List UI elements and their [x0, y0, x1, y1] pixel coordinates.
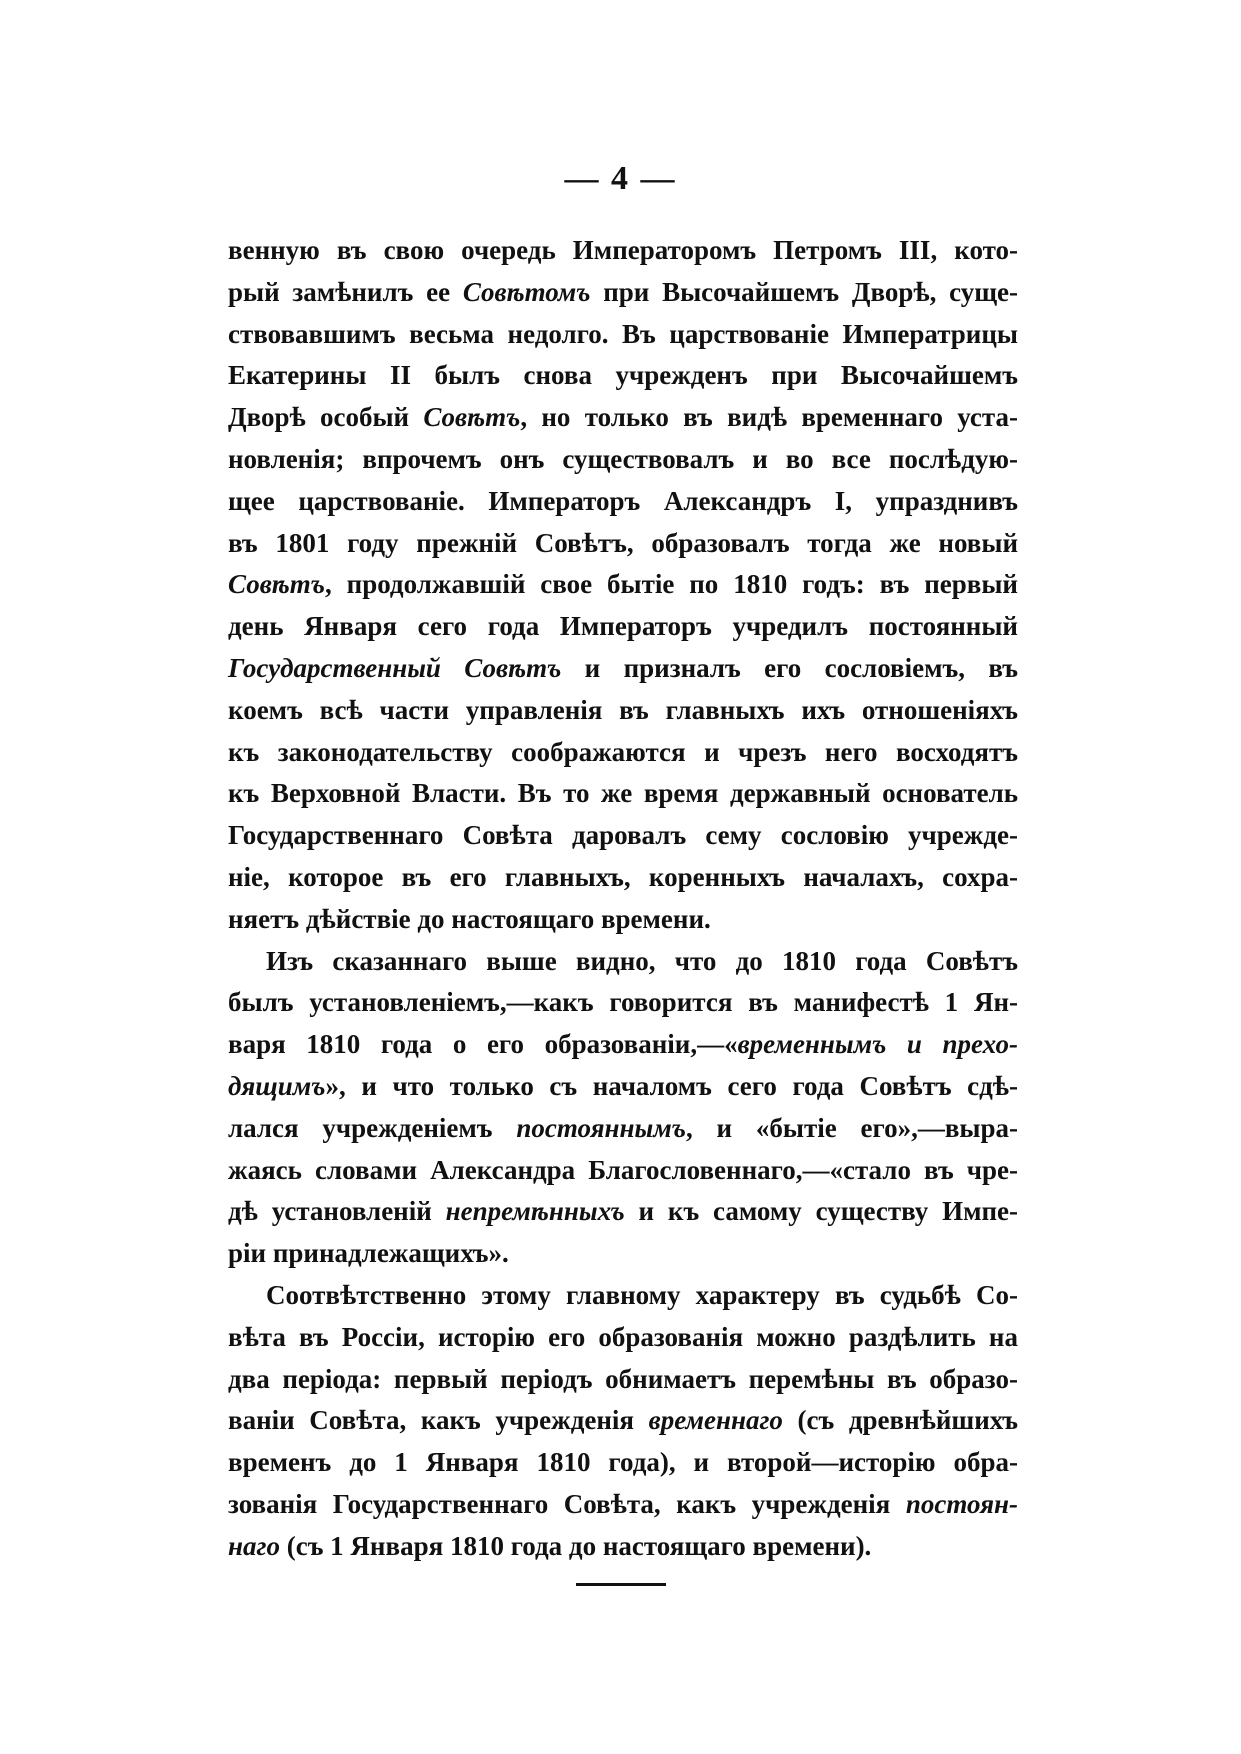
italic-term: Государственный Совѣтъ [228, 652, 562, 683]
text-line [228, 1275, 1018, 1317]
text-line [228, 564, 1018, 606]
text-segment: варя 1810 года о его образованіи,—« [228, 1029, 738, 1060]
text-segment: къ Верховной Власти. Въ то же время державный основатель [228, 778, 1018, 809]
text-line [228, 1317, 1018, 1359]
text-line [228, 1233, 1018, 1275]
text-line [228, 439, 1018, 481]
text-segment: къ законодательству соображаются и чрезъ него восходятъ [228, 736, 1018, 767]
text-line [228, 606, 1018, 648]
body-text [228, 230, 1018, 1568]
text-segment: няетъ дѣйствіе до настоящаго времени. [228, 903, 711, 934]
italic-term: Совѣтъ [423, 402, 521, 433]
text-line [228, 397, 1018, 439]
text-segment: лался учрежденіемъ [228, 1112, 517, 1143]
text-segment: Дворѣ особый [228, 402, 424, 433]
text-segment: ваніи Совѣта, какъ учрежденія [228, 1405, 649, 1436]
text-segment: день Января сего года Императоръ учредилъ постоянный [228, 611, 1018, 642]
text-line [228, 1400, 1018, 1442]
text-line [228, 1108, 1018, 1150]
text-segment: », и что только съ началомъ сего года Совѣтъ сдѣ- [325, 1070, 1018, 1101]
text-segment: вѣта въ Россіи, исторію его образованія можно раздѣлить на [228, 1321, 1018, 1352]
text-line [228, 857, 1018, 899]
text-segment: (съ 1 Января 1810 года до настоящаго времени). [279, 1530, 872, 1561]
text-segment: въ 1801 году прежній Совѣтъ, образовалъ тогда же новый [228, 527, 1018, 558]
italic-term: дящимъ [228, 1070, 326, 1101]
text-segment: зованія Государственнаго Совѣта, какъ учрежденія [228, 1488, 906, 1519]
text-line [228, 982, 1018, 1024]
text-segment: , продолжавшій свое бытіе по 1810 годъ: въ первый [325, 569, 1018, 600]
italic-term: наго [228, 1530, 280, 1561]
text-line [228, 314, 1018, 356]
text-line [228, 1150, 1018, 1192]
text-segment: венную въ свою очередь Императоромъ Петромъ III, кото- [228, 235, 1018, 265]
italic-term: Совѣтомъ [462, 276, 591, 307]
text-segment: , но только въ видѣ временнаго уста- [520, 402, 1019, 433]
text-segment: коемъ всѣ части управленія въ главныхъ ихъ отношеніяхъ [228, 694, 1018, 725]
page-number: — 4 — [564, 160, 677, 197]
italic-term: непремѣнныхъ [445, 1196, 625, 1227]
text-line [228, 815, 1018, 857]
text-line [228, 272, 1018, 314]
text-segment: новленія; впрочемъ онъ существовалъ и во все послѣдую- [228, 443, 1018, 474]
italic-term: постояннымъ [516, 1112, 686, 1143]
text-line [228, 899, 1018, 941]
text-line [228, 1066, 1018, 1108]
text-line [228, 523, 1018, 565]
text-segment: былъ установленіемъ,—какъ говорится въ манифестѣ 1 Ян- [228, 987, 1018, 1018]
text-line [228, 1359, 1018, 1401]
text-line [228, 1442, 1018, 1484]
text-segment: Екатерины II былъ снова учрежденъ при Высочайшемъ [228, 360, 1018, 391]
text-segment: (съ древнѣйшихъ [782, 1405, 1018, 1436]
italic-term: постоян- [905, 1488, 1018, 1519]
text-segment: рый замѣнилъ ее [228, 276, 463, 307]
text-segment: и къ самому существу Импе- [624, 1196, 1018, 1227]
text-line [228, 355, 1018, 397]
text-line [228, 1526, 1018, 1568]
text-segment: жаясь словами Александра Благословеннаго,—«стало въ чре- [228, 1154, 1018, 1185]
text-line [228, 1191, 1018, 1233]
end-rule [576, 1583, 666, 1586]
text-segment: ніе, которое въ его главныхъ, коренныхъ началахъ, сохра- [228, 861, 1018, 892]
text-line [228, 690, 1018, 732]
text-segment: ствовавшимъ весьма недолго. Въ царствованіе Императрицы [228, 318, 1018, 349]
text-segment: дѣ установленій [228, 1196, 446, 1227]
text-segment: два періода: первый періодъ обнимаетъ перемѣны въ образо- [228, 1363, 1018, 1394]
italic-term: временнымъ и прехо- [737, 1029, 1018, 1060]
italic-term: временнаго [648, 1405, 783, 1436]
text-segment: и призналъ его сословіемъ, въ [561, 652, 1018, 683]
text-line [228, 941, 1018, 983]
text-line [228, 230, 1018, 272]
text-segment: Соотвѣтственно этому главному характеру въ судьбѣ Со- [266, 1279, 1018, 1310]
text-segment: Государственнаго Совѣта даровалъ сему сословію учрежде- [228, 820, 1018, 851]
text-segment: Изъ сказаннаго выше видно, что до 1810 года Совѣтъ [266, 945, 1018, 976]
text-line [228, 1024, 1018, 1066]
text-segment: при Высочайшемъ Дворѣ, суще- [590, 276, 1018, 307]
text-line [228, 1484, 1018, 1526]
text-segment: ріи принадлежащихъ». [228, 1238, 509, 1269]
text-line [228, 732, 1018, 774]
text-line [228, 773, 1018, 815]
text-segment: щее царствованіе. Императоръ Александръ I, упразднивъ [228, 485, 1018, 516]
italic-term: Совѣтъ [228, 569, 325, 600]
text-line [228, 481, 1018, 523]
text-segment: временъ до 1 Января 1810 года), и второй—исторію обра- [228, 1447, 1018, 1478]
text-line [228, 648, 1018, 690]
text-segment: , и «бытіе его»,—выра- [685, 1112, 1018, 1143]
